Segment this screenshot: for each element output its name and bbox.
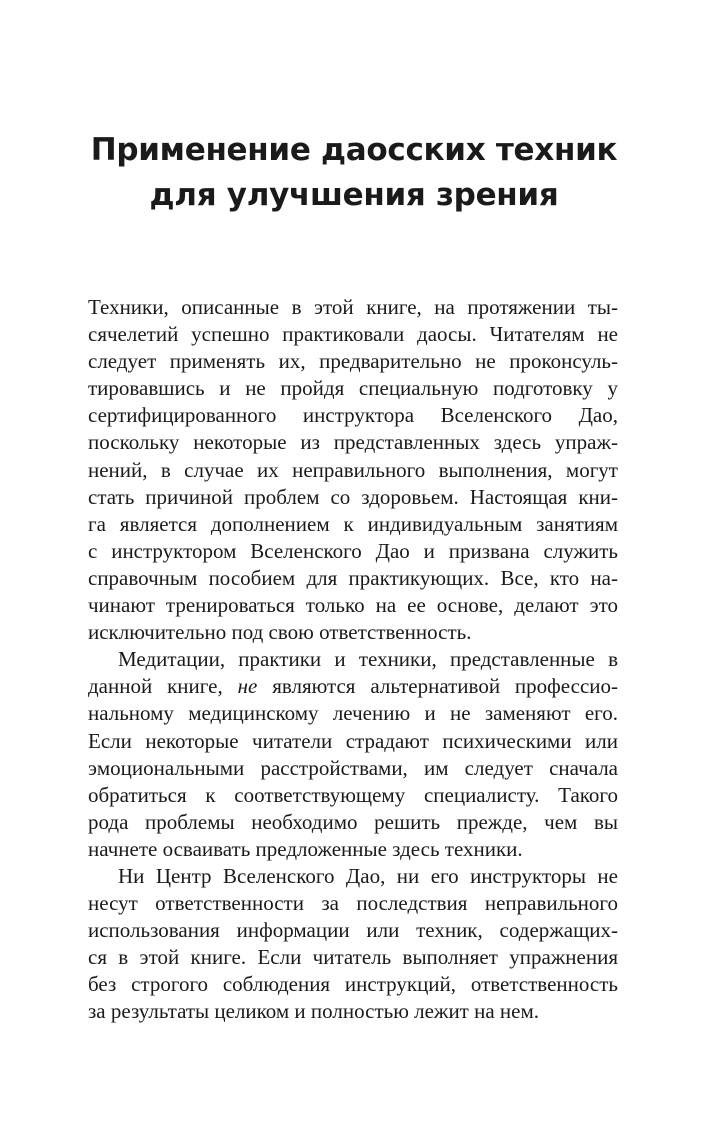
text-line: за результаты целиком и полностью лежит на нем. — [88, 999, 540, 1024]
text-line: сертифицированного инструктора Вселенского Дао, — [88, 403, 618, 428]
text-line: Медитации, практики и техники, представленные в — [118, 647, 618, 672]
text-line-with-emphasis — [88, 673, 618, 700]
text-line: нальному медицинскому лечению и не заменяют его. — [88, 701, 618, 726]
text-line: рода проблемы необходимо решить прежде, чем вы — [88, 809, 618, 834]
text-line: нений, в случае их неправильного выполнения, могут — [88, 457, 618, 482]
chapter-title — [60, 128, 648, 218]
paragraph-3 — [88, 863, 618, 1026]
text-line: с инструктором Вселенского Дао и призвана служить — [88, 538, 618, 563]
text-line: исключительно под свою ответственность. — [88, 620, 472, 645]
text-segment: являются альтернативой профессио- — [257, 674, 618, 699]
text-line: Ни Центр Вселенского Дао, ни его инструкторы не — [118, 863, 618, 888]
text-line: ся в этой книге. Если читатель выполняет упражнения — [88, 945, 618, 970]
paragraph-1 — [88, 294, 618, 646]
text-line: справочным пособием для практикующих. Все, кто на- — [88, 565, 618, 590]
text-line: Техники, описанные в этой книге, на протяжении ты- — [88, 295, 618, 319]
text-line: тировавшись и не пройдя специальную подготовку у — [88, 376, 618, 401]
chapter-title-line-1: Применение даосских техник — [90, 132, 618, 168]
text-line: несут ответственности за последствия неправильного — [88, 891, 618, 916]
emphasis-text: не — [237, 674, 258, 699]
text-segment: данной книге, — [88, 674, 238, 699]
text-line: поскольку некоторые из представленных здесь упраж- — [88, 430, 618, 455]
text-line: Если некоторые читатели страдают психическими или — [88, 728, 618, 753]
text-line: эмоциональными расстройствами, им следует сначала — [88, 755, 618, 780]
text-line: начнете осваивать предложенные здесь техники. — [88, 836, 523, 861]
body-text — [88, 294, 618, 1026]
text-line: га является дополнением к индивидуальным занятиям — [88, 511, 618, 536]
text-line: без строгого соблюдения инструкций, ответственность — [88, 972, 618, 997]
paragraph-2 — [88, 646, 618, 863]
text-line: следует применять их, предварительно не проконсуль- — [88, 349, 618, 374]
chapter-title-line-2: для улучшения зрения — [149, 177, 559, 213]
text-line: сячелетий успешно практиковали даосы. Читателям не — [88, 322, 618, 347]
text-line: стать причиной проблем со здоровьем. Настоящая кни- — [88, 484, 618, 509]
text-line: использования информации или техник, содержащих- — [88, 918, 618, 943]
text-line: обратиться к соответствующему специалисту. Такого — [88, 782, 618, 807]
text-line: чинают тренироваться только на ее основе, делают это — [88, 593, 618, 618]
